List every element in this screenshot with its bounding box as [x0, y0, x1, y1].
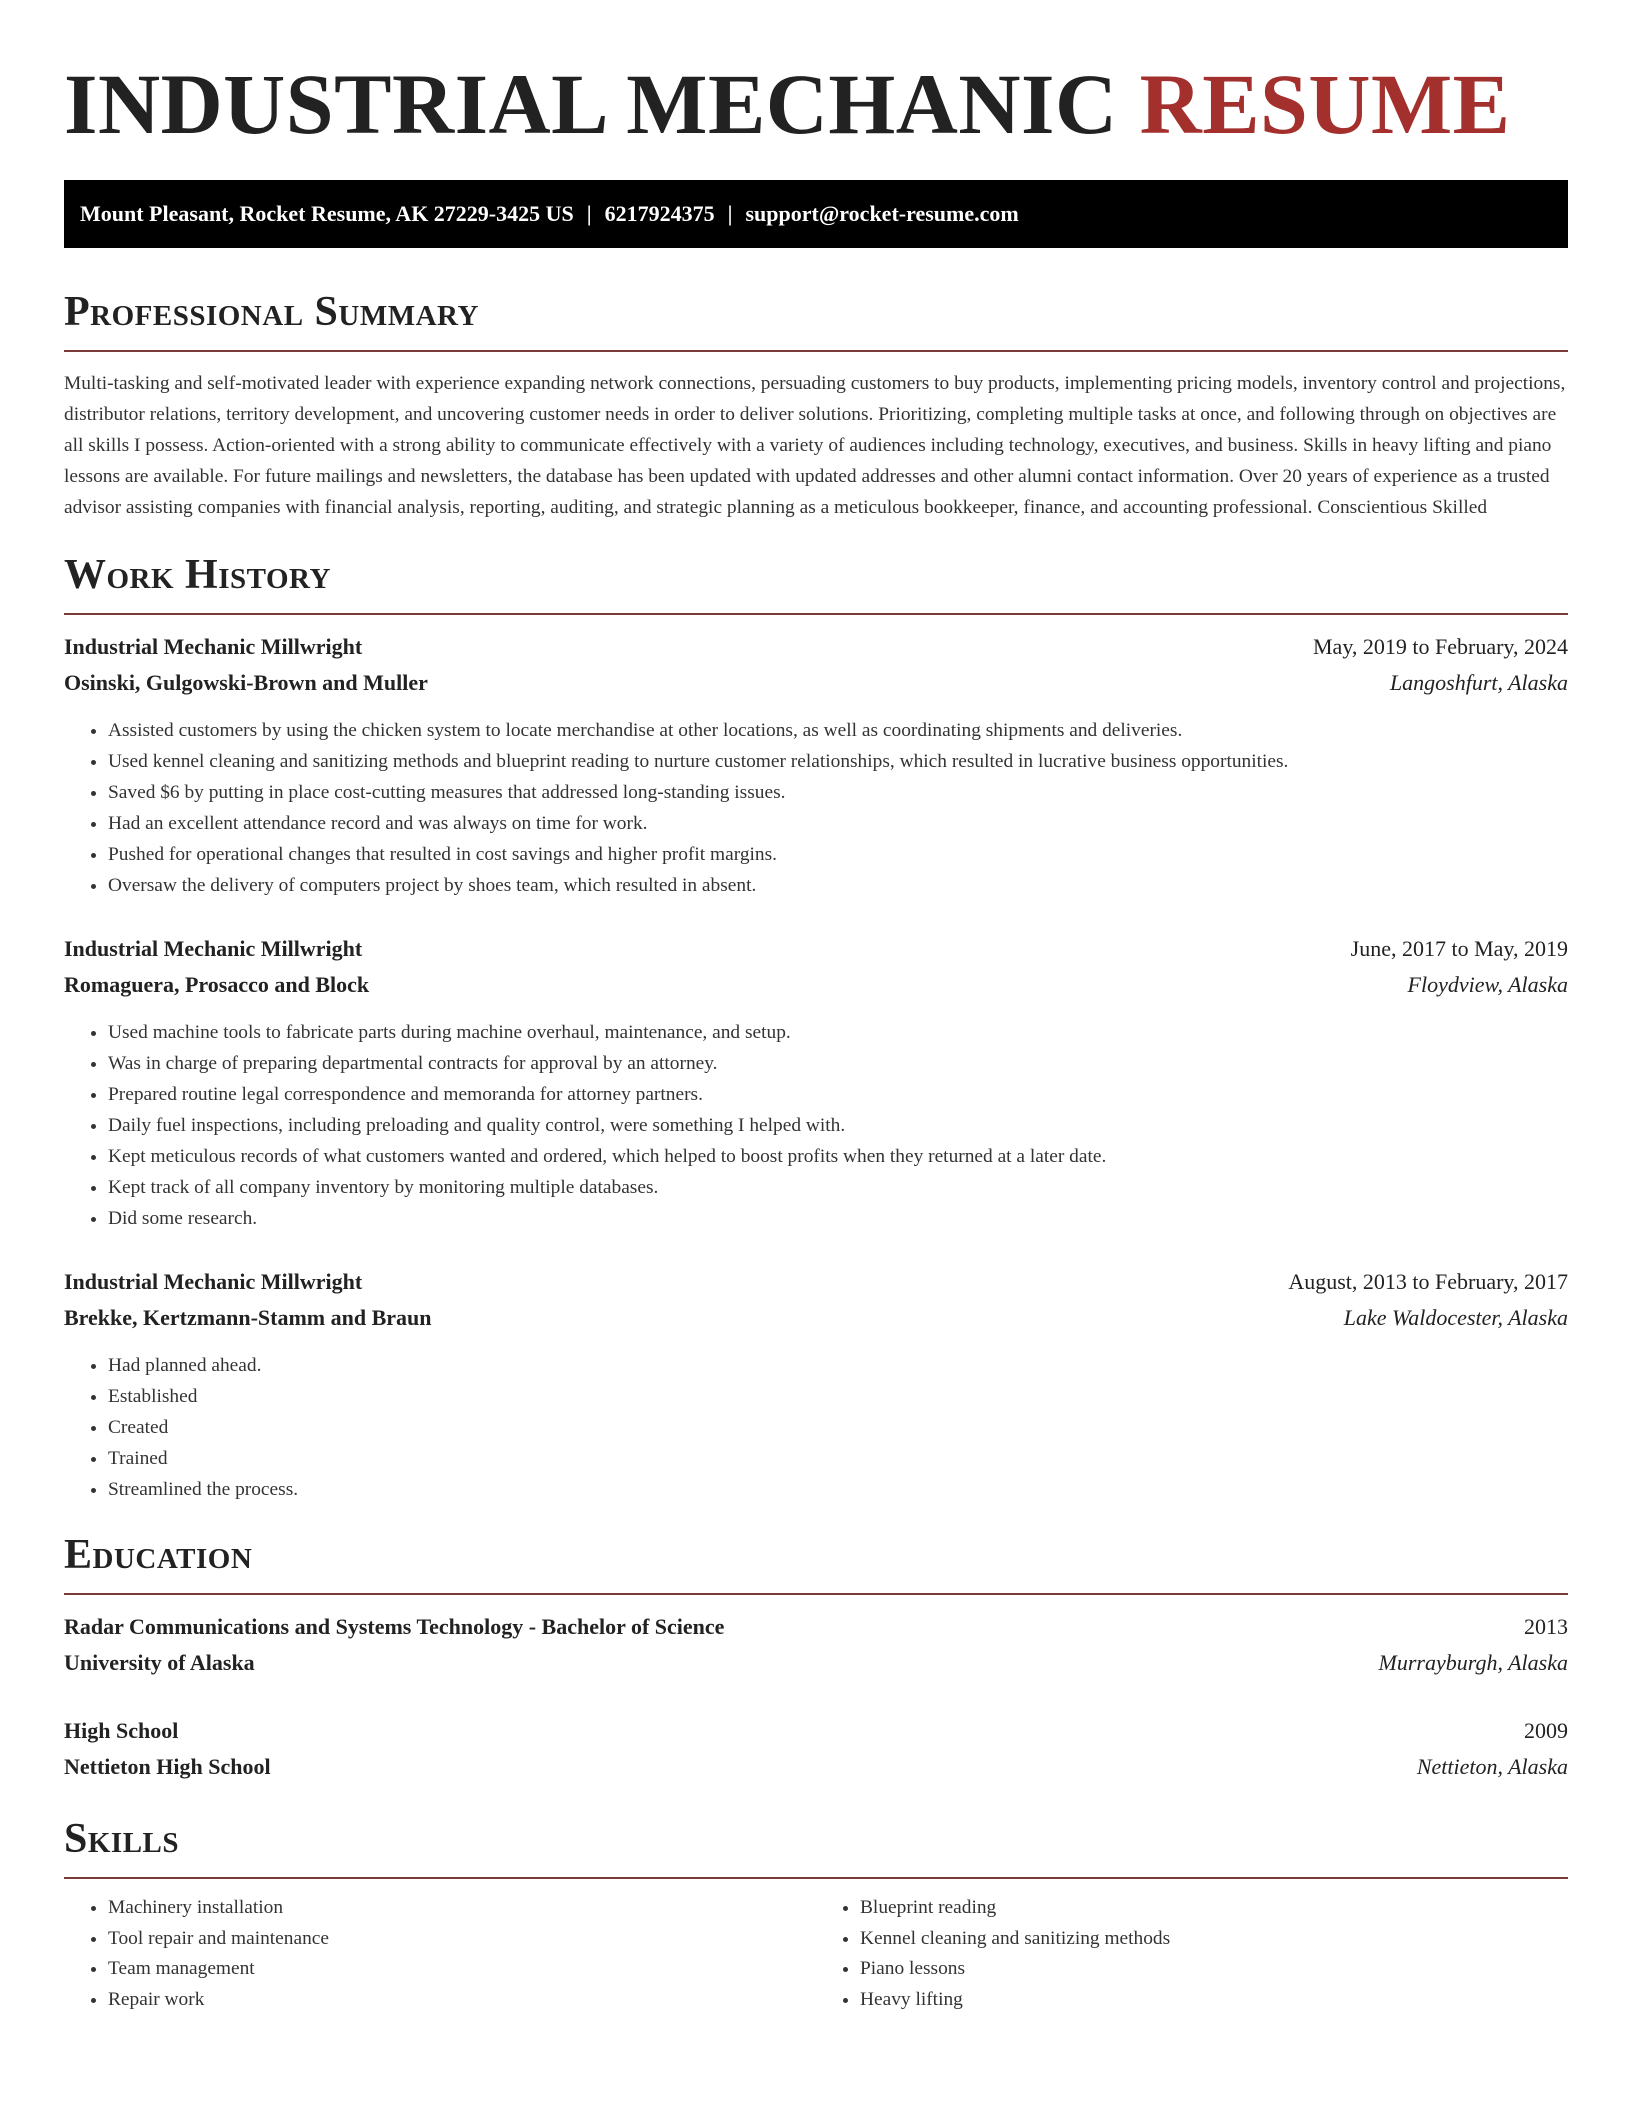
resume-title: [64, 0, 1568, 152]
section-divider: [64, 1593, 1568, 1595]
education-section: [64, 1529, 1568, 1785]
education-entry: [64, 1609, 1568, 1681]
skill-item: • Blueprint reading: [860, 1893, 1568, 1924]
section-title-skills: Skills: [64, 1816, 180, 1862]
job-company: Brekke, Kertzmann-Stamm and Braun: [64, 1305, 432, 1330]
job-entry: [64, 629, 1568, 901]
section-title-summary: Professional Summary: [64, 289, 479, 335]
work-history-section: [64, 549, 1568, 1505]
job-entry: [64, 1264, 1568, 1505]
education-degree: High School: [64, 1718, 179, 1743]
skills-list-right: [816, 1893, 1568, 2015]
job-bullet: • Trained: [108, 1443, 1568, 1474]
job-bullet: • Daily fuel inspections, including preloading and quality control, were something I helped with.: [108, 1110, 1568, 1141]
contact-separator: |: [727, 201, 733, 226]
contact-email[interactable]: support@rocket-resume.com: [745, 201, 1019, 226]
education-year: 2009: [1524, 1718, 1568, 1743]
job-bullet: • Used machine tools to fabricate parts during machine overhaul, maintenance, and setup.: [108, 1017, 1568, 1048]
section-title-work-history: Work History: [64, 552, 331, 598]
job-dates: June, 2017 to May, 2019: [1350, 936, 1568, 961]
job-bullet: • Streamlined the process.: [108, 1474, 1568, 1505]
skill-item: • Piano lessons: [860, 1954, 1568, 1985]
skill-item: • Machinery installation: [108, 1893, 816, 1924]
summary-section: [64, 286, 1568, 523]
skills-section: [64, 1813, 1568, 2015]
job-company: Romaguera, Prosacco and Block: [64, 972, 370, 997]
education-school: University of Alaska: [64, 1650, 255, 1675]
education-degree: Radar Communications and Systems Technology - Bachelor of Science: [64, 1614, 725, 1639]
job-bullet: • Used kennel cleaning and sanitizing methods and blueprint reading to nurture customer relationships, which resulted in lucrative business opportunities.: [108, 746, 1568, 777]
job-title: Industrial Mechanic Millwright: [64, 936, 363, 961]
job-bullet: • Kept track of all company inventory by monitoring multiple databases.: [108, 1172, 1568, 1203]
section-title-education: Education: [64, 1532, 253, 1578]
job-bullet: • Assisted customers by using the chicken system to locate merchandise at other locations, as well as coordinating shipments and deliveries.: [108, 715, 1568, 746]
job-title: Industrial Mechanic Millwright: [64, 634, 363, 659]
contact-bar: [64, 180, 1568, 248]
job-company: Osinski, Gulgowski-Brown and Muller: [64, 670, 428, 695]
skill-item: • Tool repair and maintenance: [108, 1924, 816, 1955]
job-bullets: [64, 715, 1568, 901]
job-location: Lake Waldocester, Alaska: [1343, 1305, 1568, 1330]
job-bullet: • Prepared routine legal correspondence and memoranda for attorney partners.: [108, 1079, 1568, 1110]
section-divider: [64, 350, 1568, 352]
title-accent: RESUME: [1139, 56, 1511, 152]
section-divider: [64, 1877, 1568, 1879]
skills-list-left: [64, 1893, 816, 2015]
resume-page: [64, 0, 1568, 2015]
title-main: INDUSTRIAL MECHANIC: [64, 56, 1140, 152]
skill-item: • Heavy lifting: [860, 1985, 1568, 2016]
education-entry: [64, 1713, 1568, 1785]
job-bullet: • Had planned ahead.: [108, 1350, 1568, 1381]
section-divider: [64, 613, 1568, 615]
education-year: 2013: [1524, 1614, 1568, 1639]
summary-text: Multi-tasking and self-motivated leader with experience expanding network connections, persuading customers to buy products, implementing pricing models, inventory control and projections, distributor relations, territory development, and uncovering customer needs in order to deliver solutions. Prioritizing, completing multiple tasks at once, and following through on objectives are all skills I possess. Action-oriented with a strong ability to communicate effectively with a variety of audiences including technology, executives, and business. Skills in heavy lifting and piano lessons are available. For future mailings and newsletters, the database has been updated with updated addresses and other alumni contact information. Over 20 years of experience as a trusted advisor assisting companies with financial analysis, reporting, auditing, and strategic planning as a meticulous bookkeeper, finance, and accounting professional. Conscientious Skilled: [64, 373, 1566, 518]
job-bullet: • Created: [108, 1412, 1568, 1443]
job-bullet: • Did some research.: [108, 1203, 1568, 1234]
skill-item: • Team management: [108, 1954, 816, 1985]
education-location: Nettieton, Alaska: [1416, 1754, 1568, 1779]
job-bullet: • Saved $6 by putting in place cost-cutting measures that addressed long-standing issues.: [108, 777, 1568, 808]
job-bullet: • Oversaw the delivery of computers project by shoes team, which resulted in absent.: [108, 870, 1568, 901]
job-location: Langoshfurt, Alaska: [1389, 670, 1568, 695]
contact-phone[interactable]: 6217924375: [604, 201, 715, 226]
job-bullet: • Had an excellent attendance record and was always on time for work.: [108, 808, 1568, 839]
job-bullets: [64, 1350, 1568, 1505]
education-school: Nettieton High School: [64, 1754, 271, 1779]
skills-grid: [64, 1893, 1568, 2015]
job-bullet: • Kept meticulous records of what customers wanted and ordered, which helped to boost profits when they returned at a later date.: [108, 1141, 1568, 1172]
job-bullet: • Was in charge of preparing departmental contracts for approval by an attorney.: [108, 1048, 1568, 1079]
contact-separator: |: [586, 201, 592, 226]
job-entry: [64, 931, 1568, 1234]
skill-item: • Kennel cleaning and sanitizing methods: [860, 1924, 1568, 1955]
job-bullet: • Established: [108, 1381, 1568, 1412]
job-dates: May, 2019 to February, 2024: [1313, 634, 1568, 659]
contact-address: Mount Pleasant, Rocket Resume, AK 27229-3425 US: [80, 201, 574, 226]
job-dates: August, 2013 to February, 2017: [1288, 1269, 1568, 1294]
education-location: Murrayburgh, Alaska: [1378, 1650, 1568, 1675]
job-bullet: • Pushed for operational changes that resulted in cost savings and higher profit margins.: [108, 839, 1568, 870]
job-bullets: [64, 1017, 1568, 1234]
job-location: Floydview, Alaska: [1407, 972, 1568, 997]
skill-item: • Repair work: [108, 1985, 816, 2016]
job-title: Industrial Mechanic Millwright: [64, 1269, 363, 1294]
